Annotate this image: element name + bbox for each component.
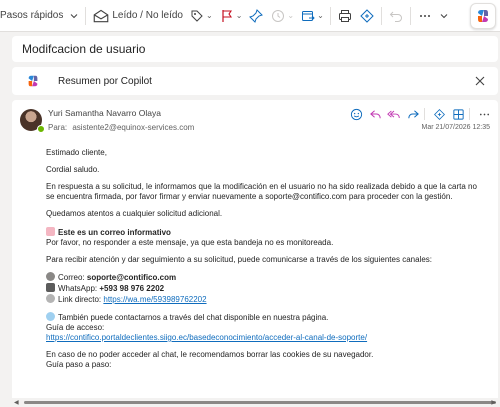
chevron-down-icon bbox=[69, 11, 79, 21]
guide-steps-label: Guía paso a paso: bbox=[46, 360, 112, 369]
email-icon bbox=[46, 272, 55, 281]
copilot-icon bbox=[475, 8, 491, 24]
more-options-button[interactable] bbox=[414, 0, 436, 32]
more-icon bbox=[478, 108, 491, 121]
message-body bbox=[46, 148, 486, 370]
body-paragraph: Quedamos atentos a cualquier solicitud adicional. bbox=[46, 209, 223, 218]
read-unread-label: Leído / No leído bbox=[112, 10, 183, 21]
whatsapp-value: +593 98 976 2202 bbox=[99, 284, 165, 293]
forward-button[interactable] bbox=[405, 106, 421, 122]
quick-steps-button[interactable] bbox=[0, 0, 66, 32]
info-text: Por favor, no responder a este mensaje, ya que esta bandeja no es monitoreada. bbox=[46, 238, 334, 247]
close-summary-button[interactable] bbox=[472, 73, 488, 89]
chat-icon bbox=[46, 312, 55, 321]
move-to-icon bbox=[300, 8, 316, 24]
reply-icon bbox=[369, 108, 382, 121]
message-date: Mar 21/07/2026 12:35 bbox=[421, 124, 490, 131]
actions-divider bbox=[469, 108, 470, 120]
scrollbar-thumb[interactable] bbox=[24, 401, 496, 404]
cookies-text: En caso de no poder acceder al chat, le recomendamos borrar las cookies de su navegador. bbox=[46, 350, 374, 359]
message-actions bbox=[345, 106, 492, 122]
more-icon bbox=[417, 8, 433, 24]
whatsapp-label: WhatsApp: bbox=[58, 284, 98, 293]
copilot-summary-bar[interactable] bbox=[12, 67, 498, 95]
translate-icon bbox=[433, 108, 446, 121]
chevron-down-icon bbox=[439, 11, 449, 21]
flag-button[interactable] bbox=[216, 0, 246, 32]
toolbar-divider bbox=[410, 7, 411, 25]
snooze-button[interactable] bbox=[267, 0, 297, 32]
salutation: Cordial saludo. bbox=[46, 165, 100, 174]
chevron-down-icon: ⌄ bbox=[287, 11, 295, 20]
copilot-summary-label: Resumen por Copilot bbox=[58, 75, 152, 87]
presence-indicator bbox=[37, 125, 45, 133]
copilot-button[interactable] bbox=[470, 3, 496, 29]
body-paragraph: En respuesta a su solicitud, le informamos que la modificación en el usuario no ha sido realizada debido a que la carta no se encuentra firmada, por favor firmar y enviar nuevamente a soporte@contifico.com para proceder con la gestión. bbox=[46, 182, 477, 201]
guide-label: Guía de acceso: bbox=[46, 323, 105, 332]
recipient-line bbox=[48, 123, 194, 132]
chevron-down-icon: ⌄ bbox=[205, 11, 213, 20]
quick-steps-dropdown[interactable] bbox=[66, 0, 82, 32]
reply-all-icon bbox=[387, 108, 401, 121]
phone-icon bbox=[46, 283, 55, 292]
to-label: Para: bbox=[48, 123, 68, 132]
pin-icon bbox=[248, 8, 264, 24]
horizontal-scrollbar[interactable] bbox=[12, 398, 498, 407]
guide-link[interactable]: https://contifico.portaldeclientes.siigo.ec/basedeconocimiento/acceder-al-canal-de-soporte/ bbox=[46, 333, 368, 342]
inbox-icon bbox=[46, 227, 55, 236]
toolbar-divider bbox=[381, 7, 382, 25]
forward-icon bbox=[407, 108, 420, 121]
channels-intro: Para recibir atención y dar seguimiento a su solicitud, puede comunicarse a través de los siguientes canales: bbox=[46, 255, 432, 264]
apps-button[interactable] bbox=[450, 106, 466, 122]
translate-icon bbox=[359, 8, 375, 24]
subject-title: Modifcacion de usuario bbox=[22, 42, 146, 56]
close-icon bbox=[474, 75, 486, 87]
react-button[interactable] bbox=[348, 106, 364, 122]
apps-icon bbox=[452, 108, 465, 121]
message-pane bbox=[12, 100, 498, 407]
pin-button[interactable] bbox=[245, 0, 267, 32]
move-to-button[interactable] bbox=[297, 0, 327, 32]
subject-header bbox=[12, 36, 498, 62]
translate-button[interactable] bbox=[356, 0, 378, 32]
chat-text-line bbox=[46, 312, 486, 323]
email-value: soporte@contifico.com bbox=[86, 273, 177, 282]
toolbar-overflow-chevron[interactable] bbox=[436, 0, 452, 32]
whatsapp-link[interactable]: https://wa.me/593989762202 bbox=[103, 295, 207, 304]
contact-email bbox=[46, 272, 486, 283]
print-button[interactable] bbox=[334, 0, 356, 32]
envelope-icon bbox=[92, 7, 110, 25]
categorize-button[interactable] bbox=[186, 0, 216, 32]
translate-message-button[interactable] bbox=[431, 106, 447, 122]
copilot-icon bbox=[26, 74, 40, 88]
scroll-right-icon[interactable]: ▶ bbox=[491, 400, 496, 406]
contact-link bbox=[46, 294, 486, 305]
command-toolbar bbox=[0, 0, 500, 32]
recipient-address[interactable]: asistente2@equinox-services.com bbox=[72, 123, 195, 132]
greeting: Estimado cliente, bbox=[46, 148, 107, 157]
link-icon bbox=[46, 294, 55, 303]
chat-text: También puede contactarnos a través del chat disponible en nuestra página. bbox=[58, 313, 329, 322]
reply-button[interactable] bbox=[367, 106, 383, 122]
contact-whatsapp bbox=[46, 283, 486, 294]
toolbar-divider bbox=[85, 7, 86, 25]
info-title: Este es un correo informativo bbox=[58, 228, 171, 237]
sender-name[interactable]: Yuri Samantha Navarro Olaya bbox=[48, 108, 161, 118]
guide-link-line bbox=[46, 333, 486, 343]
emoji-icon bbox=[350, 108, 363, 121]
link-label: Link directo: bbox=[58, 295, 102, 304]
email-label: Correo: bbox=[58, 273, 85, 282]
read-unread-button[interactable] bbox=[89, 0, 186, 32]
undo-button[interactable] bbox=[385, 0, 407, 32]
chevron-down-icon: ⌄ bbox=[235, 11, 243, 20]
info-heading bbox=[46, 227, 486, 238]
clock-icon bbox=[270, 8, 286, 24]
actions-divider bbox=[424, 108, 425, 120]
scroll-left-icon[interactable]: ◀ bbox=[14, 400, 19, 406]
undo-icon bbox=[388, 8, 404, 24]
tag-icon bbox=[189, 8, 205, 24]
chevron-down-icon: ⌄ bbox=[317, 11, 324, 20]
message-more-button[interactable] bbox=[476, 106, 492, 122]
reply-all-button[interactable] bbox=[386, 106, 402, 122]
flag-icon bbox=[219, 8, 235, 24]
toolbar-divider bbox=[330, 7, 331, 25]
print-icon bbox=[337, 8, 353, 24]
quick-steps-label: Pasos rápidos bbox=[0, 10, 64, 21]
